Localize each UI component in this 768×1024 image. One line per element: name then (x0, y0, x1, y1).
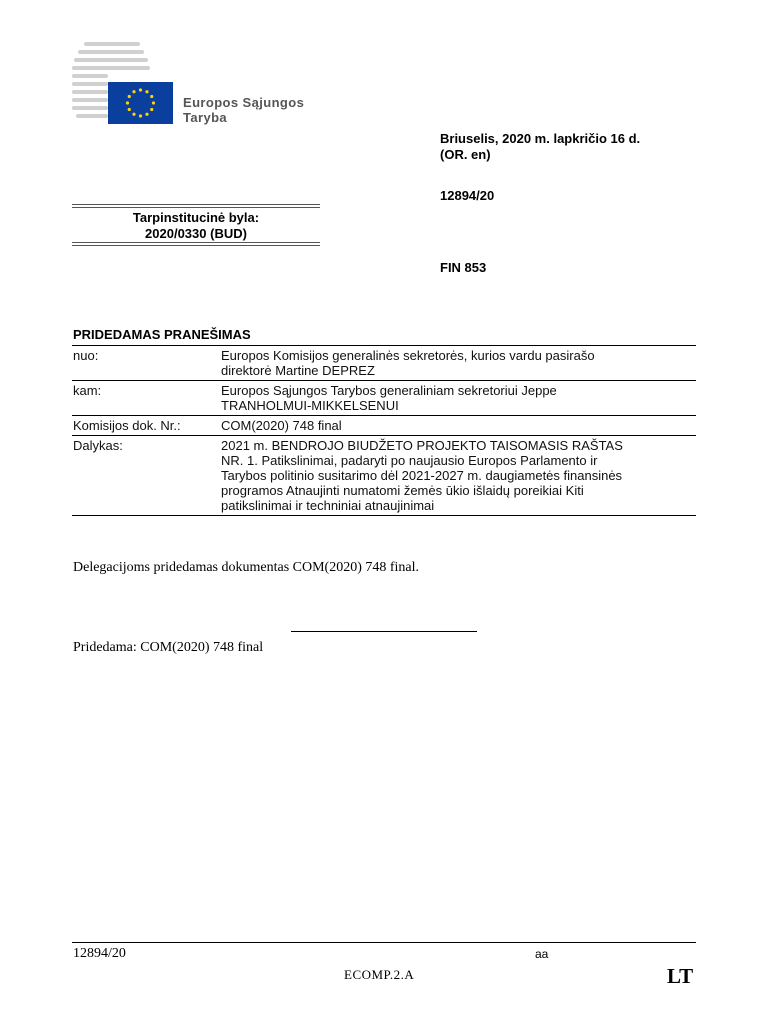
row-label: kam: (72, 381, 220, 416)
row-line: patikslinimai ir techniniai atnaujinimai (221, 498, 435, 513)
eu-star-icon (128, 95, 131, 98)
original-language: (OR. en) (440, 147, 491, 162)
notice-table (72, 345, 696, 516)
row-line: Tarybos politinio susitarimo dėl 2021-2027 m. daugiametės finansinės (221, 468, 623, 483)
row-value (220, 416, 696, 436)
table-row (72, 381, 696, 416)
row-line: COM(2020) 748 final (221, 418, 342, 433)
council-logo-icon (72, 40, 182, 124)
row-line: Europos Sąjungos Tarybos generaliniam sekretoriui Jeppe (221, 383, 557, 398)
row-line: direktorė Martine DEPREZ (221, 363, 375, 378)
row-line: Europos Komisijos generalinės sekretorės, kurios vardu pasirašo (221, 348, 595, 363)
table-row (72, 346, 696, 381)
footer-initials: aa (535, 947, 549, 961)
eu-star-icon (128, 108, 131, 111)
eu-star-icon (126, 101, 129, 104)
eu-star-icon (150, 95, 153, 98)
row-value (220, 381, 696, 416)
org-name-line1: Europos Sąjungos (183, 95, 305, 110)
file-number: 2020/0330 (BUD) (145, 226, 247, 241)
eu-star-icon (139, 114, 142, 117)
date-block (440, 131, 640, 163)
divider (72, 242, 320, 246)
row-line: TRANHOLMUI-MIKKELSENUI (221, 398, 399, 413)
row-value (220, 346, 696, 381)
body-paragraph: Delegacijoms pridedamas dokumentas COM(2020) 748 final. (73, 560, 420, 575)
table-row (72, 416, 696, 436)
org-name-line2: Taryba (183, 110, 228, 125)
eu-star-icon (145, 113, 148, 116)
document-number: 12894/20 (440, 188, 495, 203)
attachment-line: Pridedama: COM(2020) 748 final (73, 640, 264, 655)
notice-title: PRIDEDAMAS PRANEŠIMAS (73, 327, 251, 342)
table-row (72, 436, 696, 516)
org-name (183, 95, 304, 125)
row-line: NR. 1. Patikslinimai, padaryti po naujausio Europos Parlamento ir (221, 453, 598, 468)
separator-line (291, 631, 477, 632)
row-label: nuo: (72, 346, 220, 381)
footer-unit: ECOMP.2.A (344, 967, 415, 982)
eu-flag-icon (108, 82, 173, 124)
row-line: 2021 m. BENDROJO BIUDŽETO PROJEKTO TAISOMASIS RAŠTAS (221, 438, 623, 453)
eu-star-icon (145, 90, 148, 93)
divider (72, 204, 320, 208)
footer-divider (72, 942, 696, 943)
eu-star-icon (152, 101, 155, 104)
footer-doc-number: 12894/20 (73, 946, 126, 961)
row-line: programos Atnaujinti numatomi žemės ūkio išlaidų poreikiai Kiti (221, 483, 584, 498)
footer-language: LT (667, 964, 694, 988)
eu-star-icon (150, 108, 153, 111)
eu-star-icon (132, 113, 135, 116)
row-label: Komisijos dok. Nr.: (72, 416, 220, 436)
fin-code: FIN 853 (440, 260, 487, 275)
council-logo (72, 40, 182, 124)
row-value (220, 436, 696, 516)
eu-star-icon (139, 88, 142, 91)
date-line: Briuselis, 2020 m. lapkričio 16 d. (440, 131, 641, 146)
eu-star-icon (132, 90, 135, 93)
file-label: Tarpinstitucinė byla: (132, 210, 260, 225)
interinstitutional-file-box (72, 204, 320, 244)
row-label: Dalykas: (72, 436, 220, 516)
